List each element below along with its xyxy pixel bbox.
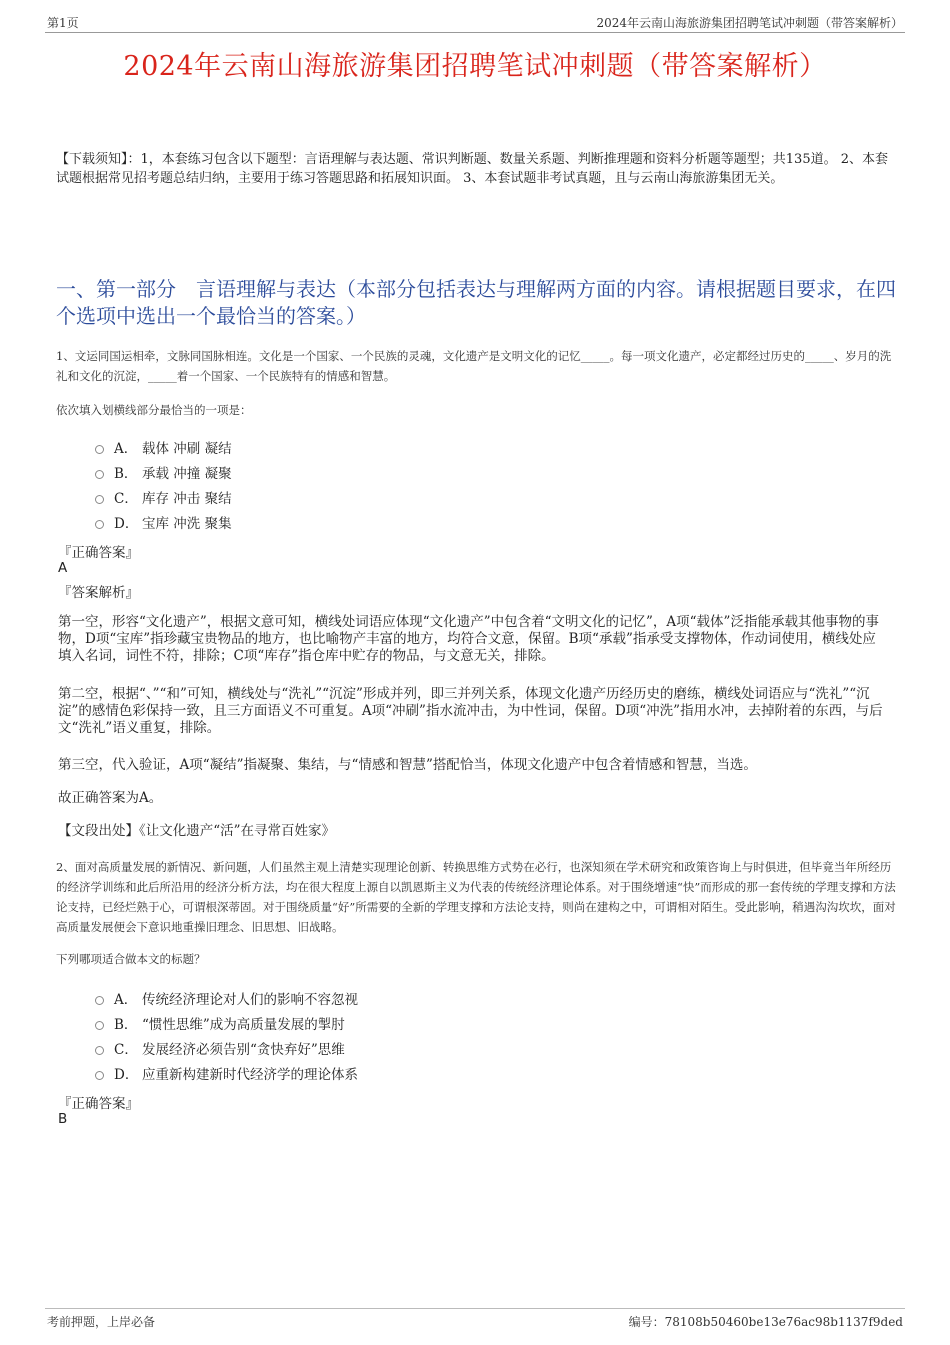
option-a[interactable]: A． 传统经济理论对人们的影响不容忽视 [95, 985, 358, 1010]
option-text: “惯性思维”成为高质量发展的掣肘 [142, 1016, 345, 1033]
correct-answer-label: 『正确答案』 [58, 1096, 139, 1112]
question-1-options [95, 434, 232, 534]
question-2-options [95, 985, 358, 1085]
source-citation: 【文段出处】《让文化遗产“活”在寻常百姓家》 [58, 823, 336, 839]
analysis-paragraph-3: 第三空，代入验证，A项“凝结”指凝聚、集结，与“情感和智慧”搭配恰当，体现文化遗产中包含着情感和智慧，当选。 [58, 757, 757, 773]
option-text: 发展经济必须告别“贪快弃好”思维 [142, 1041, 345, 1058]
option-c[interactable]: C． 库存 冲击 聚结 [95, 484, 232, 509]
footer-slogan: 考前押题，上岸必备 [47, 1315, 156, 1329]
analysis-label: 『答案解析』 [58, 585, 139, 601]
option-b[interactable]: B． 承载 冲撞 凝聚 [95, 459, 232, 484]
radio-button[interactable] [95, 445, 104, 454]
footer-divider [45, 1308, 905, 1309]
analysis-paragraph-1: 第一空，形容“文化遗产”，根据文意可知，横线处词语应体现“文化遗产”中包含着“文明文化的记忆”，A项“载体”泛指能承载其他事物的事物，D项“宝库”指珍藏宝贵物品的地方，也比喻物产丰富的地方，均符合文意，保留。B项“承载”指承受支撑物体，作动词使用，横线处应填入名词，词性不符，排除；C项“库存”指仓库中贮存的物品，与文意无关，排除。 [58, 614, 879, 664]
header-divider [45, 32, 905, 33]
option-text: 载体 冲刷 凝结 [142, 440, 232, 457]
header-page-number: 第1页 [47, 16, 79, 30]
option-text: 承载 冲撞 凝聚 [142, 465, 232, 482]
section-heading: 一、第一部分 言语理解与表达（本部分包括表达与理解两方面的内容。请根据题目要求，在四个选项中选出一个最恰当的答案。） [56, 277, 896, 328]
analysis-paragraph-2: 第二空，根据“、”“和”可知，横线处与“洗礼”“沉淀”形成并列，即三并列关系，体现文化遗产历经历史的磨练，横线处词语应与“洗礼”“沉淀”的感情色彩保持一致，且三方面语义不可重复。A项“冲刷”指水流冲击，为中性词，保留。D项“冲洗”指用水冲，去掉附着的东西，与后文“洗礼”语义重复，排除。 [58, 686, 883, 736]
option-c[interactable]: C． 发展经济必须告别“贪快弃好”思维 [95, 1035, 358, 1060]
radio-button[interactable] [95, 1046, 104, 1055]
option-d[interactable]: D． 宝库 冲洗 聚集 [95, 509, 232, 534]
radio-button[interactable] [95, 495, 104, 504]
correct-answer-label: 『正确答案』 [58, 545, 139, 561]
correct-answer: B [58, 1111, 68, 1127]
option-text: 宝库 冲洗 聚集 [142, 515, 232, 532]
footer-doc-id: 编号：78108b50460be13e76ac98b1137f9ded [628, 1315, 903, 1329]
header-doc-title: 2024年云南山海旅游集团招聘笔试冲刺题（带答案解析） [596, 16, 903, 30]
question-1-prompt: 依次填入划横线部分最恰当的一项是： [56, 403, 252, 417]
option-a[interactable]: A． 载体 冲刷 凝结 [95, 434, 232, 459]
analysis-conclusion: 故正确答案为A。 [58, 790, 163, 806]
download-notice: 【下载须知】：1，本套练习包含以下题型：言语理解与表达题、常识判断题、数量关系题、判断推理题和资料分析题等题型；共135道。 2、本套试题根据常见招考题总结归纳，主要用于练习答题思路和拓展知识面。 3、本套试题非考试真题，且与云南山海旅游集团无关。 [56, 152, 888, 186]
correct-answer: A [58, 560, 68, 576]
radio-button[interactable] [95, 520, 104, 529]
radio-button[interactable] [95, 996, 104, 1005]
radio-button[interactable] [95, 470, 104, 479]
option-b[interactable]: B． “惯性思维”成为高质量发展的掣肘 [95, 1010, 358, 1035]
option-text: 传统经济理论对人们的影响不容忽视 [142, 991, 358, 1008]
question-1-text: 1、文运同国运相牵，文脉同国脉相连。文化是一个国家、一个民族的灵魂，文化遗产是文明文化的记忆_____。每一项文化遗产，必定都经过历史的_____、岁月的洗礼和文化的沉淀，_____着一个国家、一个民族特有的情感和智慧。 [56, 349, 892, 383]
radio-button[interactable] [95, 1021, 104, 1030]
option-text: 库存 冲击 聚结 [142, 490, 232, 507]
option-d[interactable]: D． 应重新构建新时代经济学的理论体系 [95, 1060, 358, 1085]
question-2-prompt: 下列哪项适合做本文的标题？ [56, 952, 206, 966]
page-title: 2024年云南山海旅游集团招聘笔试冲刺题（带答案解析） [123, 51, 827, 82]
radio-button[interactable] [95, 1071, 104, 1080]
question-2-text: 2、面对高质量发展的新情况、新问题，人们虽然主观上清楚实现理论创新、转换思维方式势在必行，也深知须在学术研究和政策咨询上与时俱进，但毕竟当年所经历的经济学训练和此后所沿用的经济分析方法，均在很大程度上源自以凯恩斯主义为代表的传统经济理论体系。对于围绕增速“快”而形成的那一套传统的学理支撑和方法论支持，已经烂熟于心，可谓根深蒂固。对于围绕质量“好”所需要的全新的学理支撑和方法论支持，则尚在建构之中，可谓相对陌生。受此影响，稍遇沟沟坎坎，面对高质量发展便会下意识地重操旧理念、旧思想、旧战略。 [56, 860, 896, 934]
option-text: 应重新构建新时代经济学的理论体系 [142, 1066, 358, 1083]
